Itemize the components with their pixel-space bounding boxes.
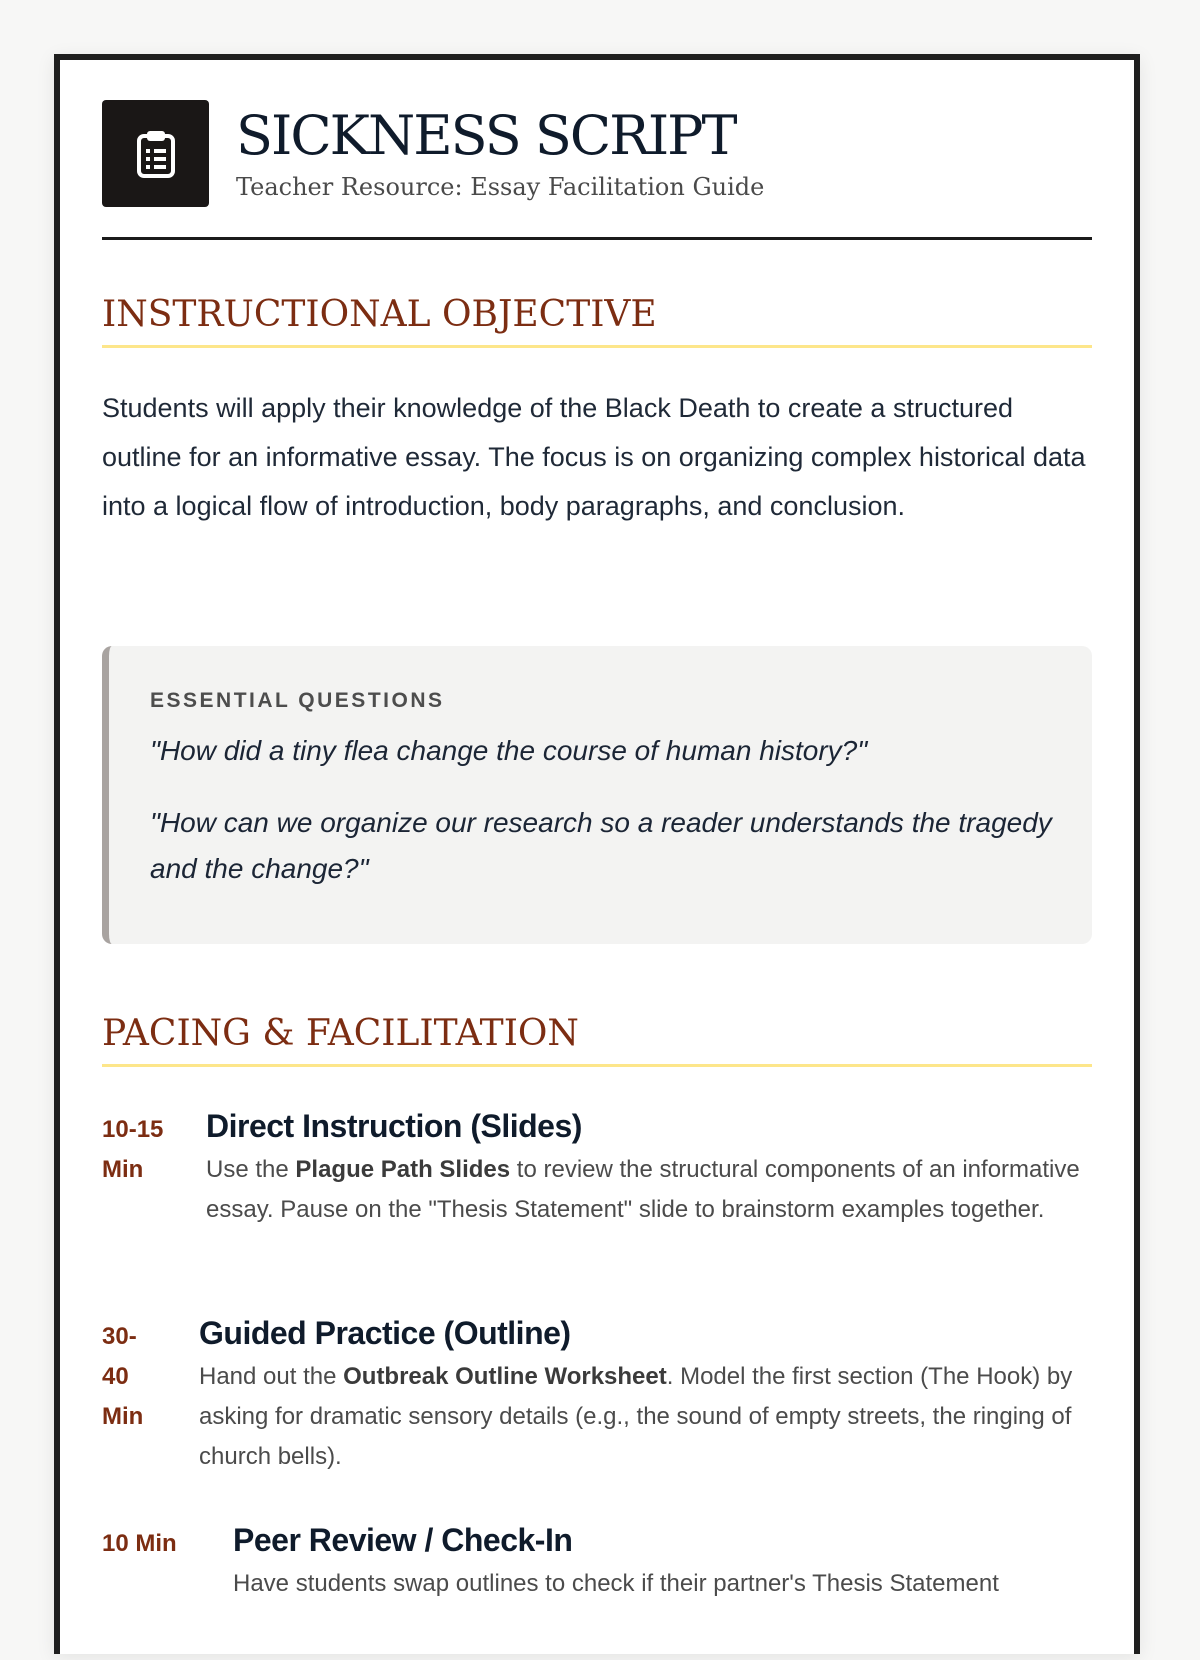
page-header: [102, 100, 1092, 240]
pacing-heading: PACING & FACILITATION: [102, 1012, 1092, 1067]
objective-heading: INSTRUCTIONAL OBJECTIVE: [102, 293, 1092, 348]
essential-question: "How can we organize our research so a reader understands the tragedy and the change?": [150, 807, 1052, 884]
pacing-item: [102, 1106, 1092, 1276]
guide-page: [54, 54, 1140, 1654]
page-title: SICKNESS SCRIPT: [236, 104, 736, 167]
objective-text: Students will apply their knowledge of the Black Death to create a structured outline for an informative essay. The focus is on organizing complex historical data into a logical flow of introduction, body paragraphs, and conclusion.: [102, 393, 1086, 521]
pacing-title: Guided Practice (Outline): [199, 1315, 571, 1351]
pacing-title: Peer Review / Check-In: [233, 1522, 573, 1558]
pacing-time: 10 Min: [102, 1530, 177, 1557]
page-subtitle: Teacher Resource: Essay Facilitation Guide: [236, 173, 765, 201]
clipboard-list-icon: [134, 128, 178, 180]
pacing-title: Direct Instruction (Slides): [206, 1108, 582, 1144]
pacing-description: Hand out the Outbreak Outline Worksheet. Model the first section (The Hook) by asking for dramatic sensory details (e.g., the sound of empty streets, the ringing of church bells).: [199, 1363, 1073, 1470]
pacing-item: [102, 1520, 1092, 1660]
pacing-description: Use the Plague Path Slides to review the structural components of an informative essay. Pause on the "Thesis Statement" slide to brainstorm examples together.: [206, 1156, 1080, 1223]
pacing-description: Have students swap outlines to check if their partner's Thesis Statement: [233, 1570, 999, 1597]
pacing-time: 10-15 Min: [102, 1116, 164, 1183]
pacing-item: [102, 1313, 1092, 1483]
essential-questions-label: ESSENTIAL QUESTIONS: [150, 689, 445, 712]
logo: [102, 100, 209, 207]
essential-question: "How did a tiny flea change the course of human history?": [150, 735, 868, 766]
essential-questions-box: [102, 646, 1092, 944]
pacing-time: 30-40 Min: [102, 1323, 144, 1430]
